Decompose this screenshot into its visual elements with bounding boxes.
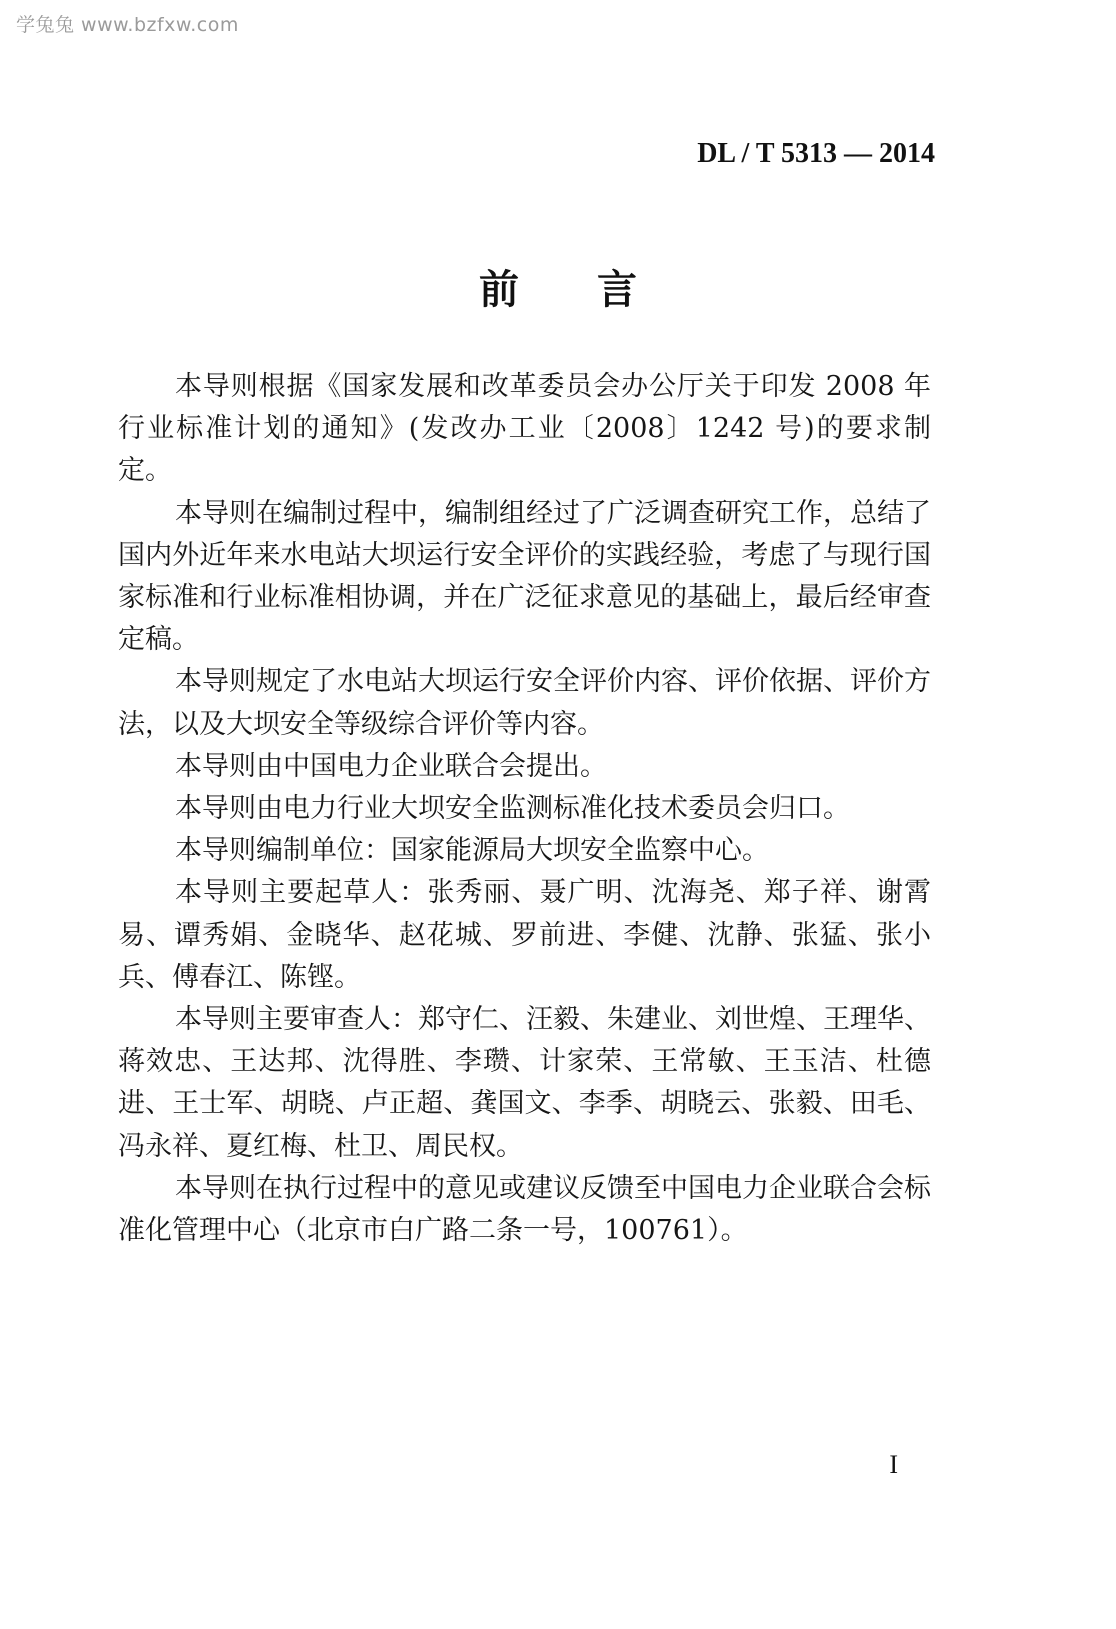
page-title: 前言 [479, 267, 715, 313]
paragraph-drafters: 本导则主要起草人：张秀丽、聂广明、沈海尧、郑子祥、谢霄易、谭秀娟、金晓华、赵花城、罗前进、李健、沈静、张猛、张小兵、傅春江、陈铿。 [118, 877, 931, 993]
paragraph-proposer: 本导则由中国电力企业联合会提出。 [175, 750, 607, 782]
paragraph-centralized: 本导则由电力行业大坝安全监测标准化技术委员会归口。 [175, 793, 850, 825]
watermark-text: 学兔兔 www.bzfxw.com [16, 14, 239, 36]
paragraph-drafting-unit: 本导则编制单位：国家能源局大坝安全监察中心。 [175, 835, 769, 867]
paragraph-process: 本导则在编制过程中，编制组经过了广泛调查研究工作，总结了国内外近年来水电站大坝运行安全评价的实践经验，考虑了与现行国家标准和行业标准相协调，并在广泛征求意见的基础上，最后经审查定稿。 [118, 497, 931, 656]
paragraph-basis: 本导则根据《国家发展和改革委员会办公厅关于印发 2008 年行业标准计划的通知》(发改办工业〔2008〕1242 号)的要求制定。 [118, 371, 931, 487]
paragraph-scope: 本导则规定了水电站大坝运行安全评价内容、评价依据、评价方法，以及大坝安全等级综合评价等内容。 [118, 666, 931, 740]
foreword-body [118, 366, 931, 1252]
standard-code: DL / T 5313 — 2014 [697, 138, 935, 169]
paragraph-feedback: 本导则在执行过程中的意见或建议反馈至中国电力企业联合会标准化管理中心（北京市白广路二条一号，100761）。 [118, 1172, 931, 1247]
paragraph-reviewers: 本导则主要审查人：郑守仁、汪毅、朱建业、刘世煌、王理华、蒋效忠、王达邦、沈得胜、李瓒、计家荣、王常敏、王玉洁、杜德进、王士军、胡晓、卢正超、龚国文、李季、胡晓云、张毅、田毛、冯永祥、夏红梅、杜卫、周民权。 [118, 1004, 931, 1162]
page-number: I [889, 1450, 898, 1479]
